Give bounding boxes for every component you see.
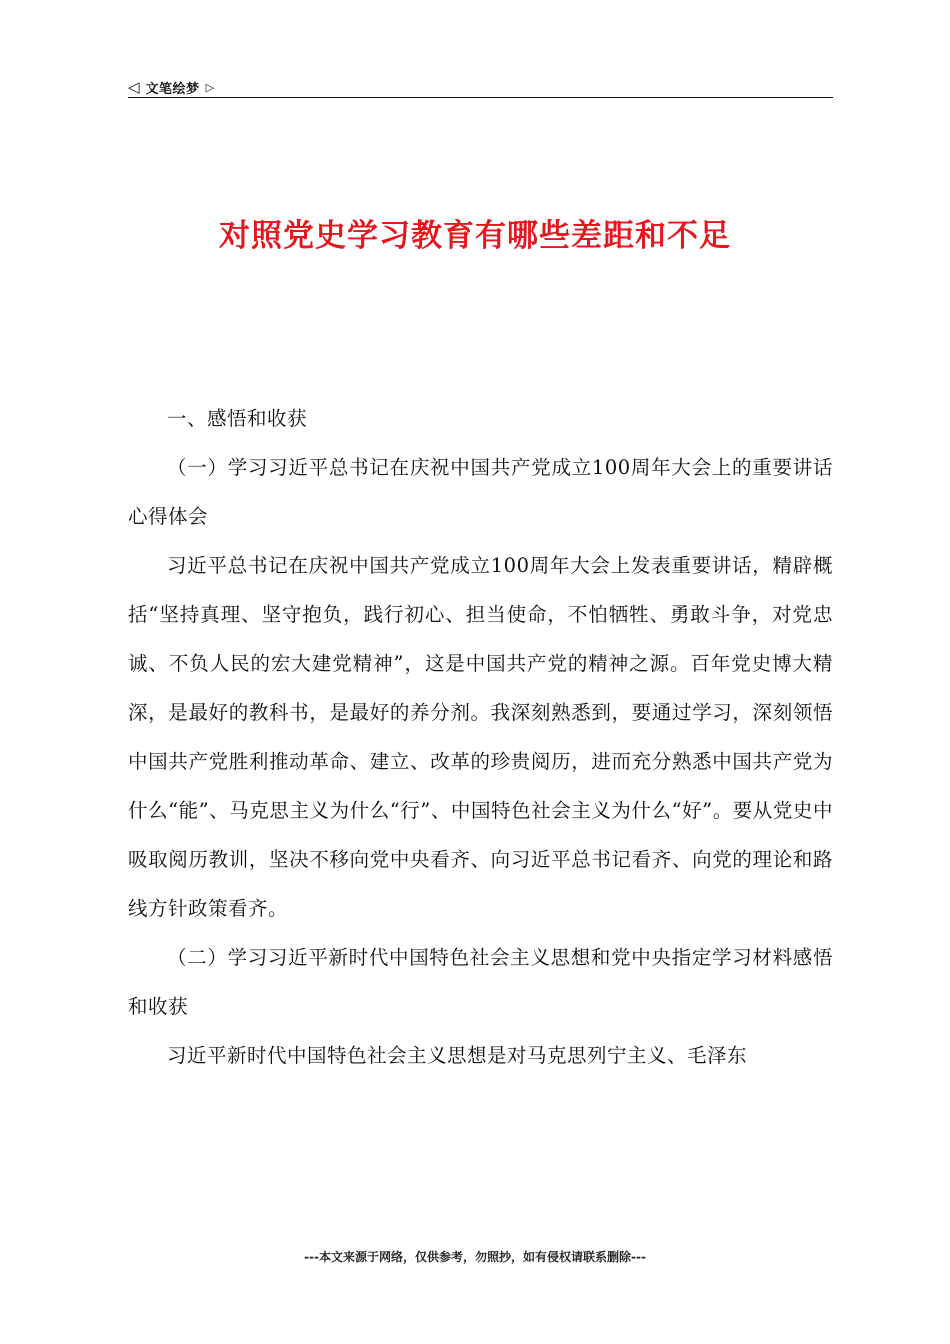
subsection-heading: （二）学习习近平新时代中国特色社会主义思想和党中央指定学习材料感悟和收获 xyxy=(128,946,833,1018)
left-triangle-icon: ◁ xyxy=(128,77,140,96)
subsection-heading: （一）学习习近平总书记在庆祝中国共产党成立100周年大会上的重要讲话心得体会 xyxy=(128,456,833,528)
document-body xyxy=(128,394,833,1080)
section-heading: 一、感悟和收获 xyxy=(167,407,308,430)
right-triangle-icon: ▷ xyxy=(205,80,215,94)
page-header xyxy=(128,76,833,98)
header-divider xyxy=(128,97,833,98)
document-title: 对照党史学习教育有哪些差距和不足 xyxy=(219,218,731,254)
brand-name: 文笔绘梦 xyxy=(145,81,200,97)
body-paragraph: 习近平总书记在庆祝中国共产党成立100周年大会上发表重要讲话，精辟概括“坚持真理、坚守抱负，践行初心、担当使命，不怕牺牲、勇敢斗争，对党忠诚、不负人民的宏大建党精神”，这是中国共产党的精神之源。百年党史博大精深，是最好的教科书，是最好的养分剂。我深刻熟悉到，要通过学习，深刻领悟中国共产党胜利推动革命、建立、改革的珍贵阅历，进而充分熟悉中国共产党为什么“能”、马克思主义为什么“行”、中国特色社会主义为什么“好”。要从党史中吸取阅历教训，坚决不移向党中央看齐、向习近平总书记看齐、向党的理论和路线方针政策看齐。 xyxy=(128,554,833,920)
footer-disclaimer: ---本文来源于网络，仅供参考，勿照抄，如有侵权请联系删除--- xyxy=(304,1250,646,1264)
body-paragraph: 习近平新时代中国特色社会主义思想是对马克思列宁主义、毛泽东 xyxy=(167,1044,748,1067)
